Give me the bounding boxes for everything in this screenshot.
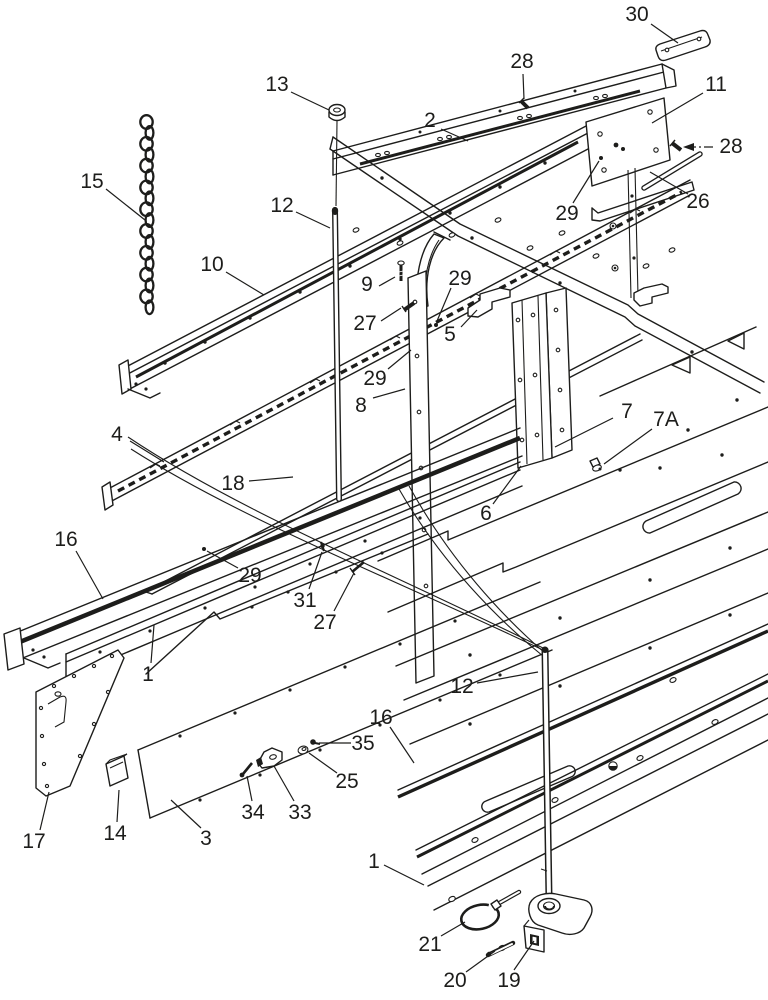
- callout-21-37: [418, 922, 465, 956]
- screw-7A: [590, 458, 602, 472]
- callout-label: 1: [142, 663, 154, 686]
- callout-label: 15: [80, 170, 104, 193]
- callout-27-13: [353, 308, 401, 335]
- callout-label: 12: [450, 675, 474, 698]
- leader-line: [373, 389, 405, 398]
- callout-34-34: [241, 776, 265, 824]
- leader-line: [379, 277, 395, 286]
- callout-12-7: [270, 194, 330, 228]
- callout-label: 26: [686, 190, 710, 213]
- latch-handle-19: [524, 893, 592, 952]
- bottom-edge-lines: [428, 714, 768, 952]
- callout-label: 29: [555, 202, 579, 225]
- callout-label: 29: [448, 267, 472, 290]
- callout-31-24: [293, 552, 322, 612]
- callout-label: 11: [705, 73, 727, 96]
- callout-13-1: [265, 73, 329, 110]
- callout-label: 21: [418, 933, 442, 956]
- bolt-28-right: [670, 140, 681, 150]
- callout-28-2: [510, 50, 533, 99]
- callout-label: 30: [625, 3, 649, 26]
- callout-label: 8: [355, 394, 367, 417]
- leader-line: [390, 727, 414, 763]
- callout-10-10: [200, 253, 264, 295]
- callout-33-35: [274, 766, 312, 824]
- leader-line: [296, 212, 330, 228]
- callout-label: 10: [200, 253, 224, 276]
- screw-34: [240, 763, 252, 777]
- callout-12-27: [450, 672, 538, 698]
- callout-label: 16: [54, 528, 78, 551]
- callout-1-26: [142, 625, 154, 686]
- rod-12-top: [332, 121, 339, 499]
- callout-label: 2: [424, 109, 436, 132]
- leader-line: [514, 941, 534, 970]
- callout-label: 7: [621, 400, 633, 423]
- callout-label: 16: [369, 706, 393, 729]
- callout-8-16: [355, 389, 405, 417]
- leader-line: [171, 800, 201, 828]
- rail-16-bottom: [398, 624, 768, 812]
- leader-line: [117, 790, 119, 822]
- callout-label: 17: [22, 830, 46, 853]
- callout-label: 20: [443, 969, 467, 992]
- bracket-5b: [634, 284, 668, 306]
- callout-14-32: [103, 790, 127, 845]
- channel-6: [512, 288, 572, 468]
- callout-7A-18: [604, 408, 679, 464]
- leader-line: [40, 792, 49, 830]
- leader-line: [651, 24, 678, 43]
- rail-16-left: [4, 428, 522, 670]
- callout-15-6: [80, 170, 145, 220]
- rail-1-left: [66, 462, 522, 678]
- callout-label: 12: [270, 194, 294, 217]
- leader-line: [76, 551, 103, 599]
- callout-label: 9: [361, 273, 373, 296]
- callout-30-0: [625, 3, 678, 43]
- callout-label: 28: [719, 135, 743, 158]
- callout-1-36: [368, 850, 424, 885]
- knob-13: [329, 105, 345, 121]
- callout-27-25: [313, 573, 354, 634]
- callout-3-33: [171, 800, 212, 850]
- callout-label: 14: [103, 822, 127, 845]
- leader-line: [441, 922, 465, 936]
- callout-18-20: [221, 472, 293, 495]
- leader-line: [291, 92, 329, 110]
- callout-label: 31: [293, 589, 317, 612]
- leader-line: [226, 272, 264, 295]
- callout-label: 27: [353, 312, 377, 335]
- callout-label: 7A: [653, 408, 679, 431]
- leader-line: [334, 573, 354, 611]
- floor-panel-edges: [378, 407, 768, 744]
- callout-label: 35: [351, 732, 375, 755]
- callout-label: 29: [363, 367, 387, 390]
- callout-label: 25: [335, 770, 359, 793]
- callout-20-38: [443, 951, 495, 992]
- callout-label: 29: [238, 564, 262, 587]
- callout-label: 34: [241, 801, 265, 824]
- washer-25: [297, 745, 309, 755]
- leader-line: [106, 189, 145, 220]
- ring-pin-21: [459, 892, 519, 933]
- leader-line: [384, 865, 424, 885]
- callout-label: 1: [368, 850, 380, 873]
- callout-label: 6: [480, 502, 492, 525]
- bolt-9: [398, 261, 404, 281]
- leader-line: [274, 766, 294, 801]
- callout-label: 33: [288, 801, 312, 824]
- callout-28-5: [683, 135, 743, 158]
- end-cap-14: [106, 754, 128, 786]
- leader-line: [466, 951, 495, 972]
- callout-17-31: [22, 792, 49, 853]
- callout-label: 28: [510, 50, 534, 73]
- callout-label: 4: [111, 423, 123, 446]
- callout-label: 18: [221, 472, 245, 495]
- leader-arrowhead: [683, 143, 694, 151]
- callout-label: 5: [444, 323, 456, 346]
- chain-15: [140, 115, 153, 314]
- leader-line: [309, 753, 337, 773]
- callout-25-30: [309, 753, 359, 793]
- leader-line: [381, 308, 401, 321]
- leader-line: [247, 776, 252, 801]
- callout-16-28: [369, 706, 414, 763]
- panel-edge-jogged: [146, 534, 428, 674]
- support-strap-below-plate: [610, 168, 638, 298]
- callout-16-22: [54, 528, 103, 599]
- callout-4-19: [111, 423, 164, 462]
- callout-label: 27: [313, 611, 337, 634]
- leader-line: [249, 477, 293, 481]
- callout-label: 3: [200, 827, 212, 850]
- rail-1-bottom: [416, 674, 768, 874]
- callout-9-11: [361, 273, 395, 296]
- leader-line: [523, 74, 524, 99]
- screw-27-bottom: [350, 562, 364, 575]
- strip-30: [656, 31, 710, 61]
- callout-label: 19: [497, 969, 521, 992]
- callout-label: 13: [265, 73, 289, 96]
- bolt-35: [310, 739, 320, 745]
